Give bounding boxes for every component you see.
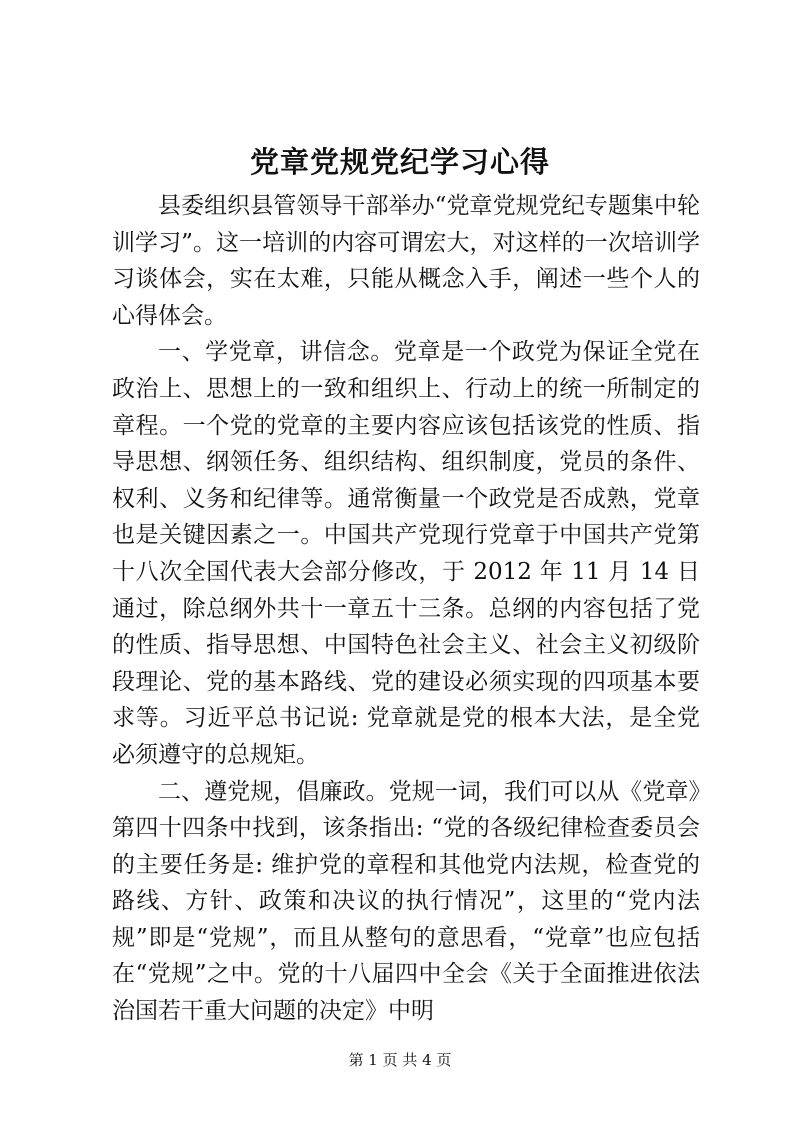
paragraph-section-two: 二、遵党规，倡廉政。党规一词，我们可以从《党章》第四十四条中找到，该条指出: “党的各级纪律检查委员会的主要任务是: 维护党的章程和其他党内法规，检查党的路线、方针、政策和决议的执行情况”，这里的“党内法规”即是“党规”，而且从整句的意思看，“党章”也应包括在“党规”之中。党的十八届四中全会《关于全面推进依法治国若干重大问题的决定》中明 (112, 778, 700, 1025)
document-title: 党章党规党纪学习心得 (249, 145, 550, 179)
page-footer: 第 1 页 共 4 页 (348, 1051, 452, 1069)
document-body (112, 188, 700, 1030)
paragraph-section-one: 一、学党章，讲信念。党章是一个政党为保证全党在政治上、思想上的一致和组织上、行动上的统一所制定的章程。一个党的党章的主要内容应该包括该党的性质、指导思想、纲领任务、组织结构、组织制度，党员的条件、权利、义务和纪律等。通常衡量一个政党是否成熟，党章也是关键因素之一。中国共产党现行党章于中国共产党第十八次全国代表大会部分修改，于 2012 年 11 月 14 日通过，除总纲外共十一章五十三条。总纲的内容包括了党的性质、指导思想、中国特色社会主义、社会主义初级阶段理论、党的基本路线、党的建设必须实现的四项基本要求等。习近平总书记说: 党章就是党的根本大法，是全党必须遵守的总规矩。 (112, 339, 700, 768)
paragraph-intro: 县委组织县管领导干部举办“党章党规党纪专题集中轮训学习”。这一培训的内容可谓宏大，对这样的一次培训学习谈体会，实在太难，只能从概念入手，阐述一些个人的心得体会。 (112, 193, 700, 329)
